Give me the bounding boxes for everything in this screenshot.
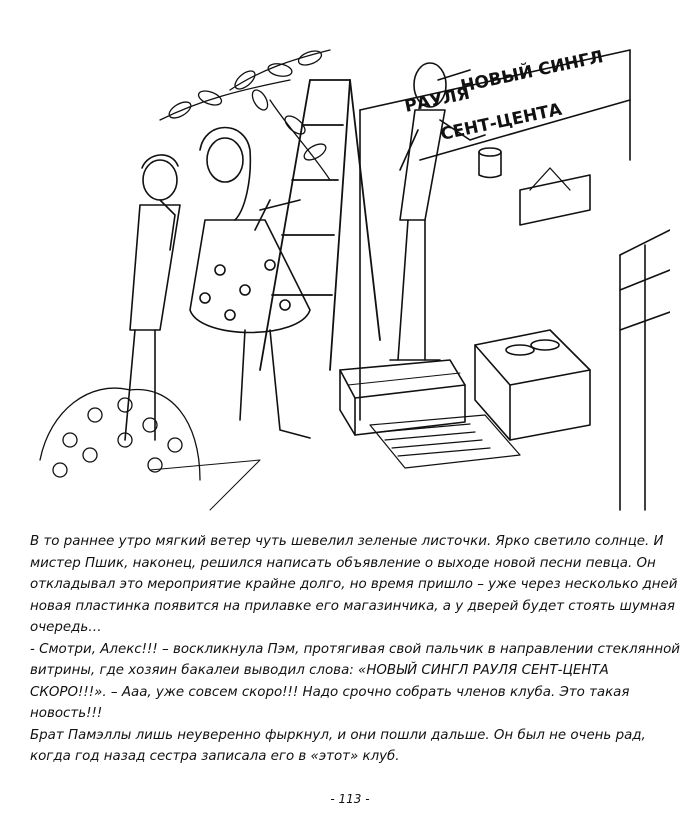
sign-line-2: РАУЛЯ [402, 83, 472, 117]
illustration [30, 40, 670, 520]
newspaper-icon [370, 415, 520, 468]
ladder-icon [260, 80, 380, 370]
children-figures [125, 128, 310, 441]
paragraph-2: - Смотри, Алекс!!! – воскликнула Пэм, протягивая свой пальчик в направлении стеклянной витрины, где хозяин бакалеи выводил слова: «НОВЫЙ СИНГЛ РАУЛЯ СЕНТ-ЦЕНТА СКОРО!!!». – Ааа, уже совсем скоро!!! Надо срочно собрать членов клуба. Это такая новость!!! [30, 641, 680, 721]
story-text [30, 531, 680, 768]
flower-bush-icon [40, 388, 260, 510]
page-number: - 113 - [330, 792, 370, 806]
paint-can-icon [479, 148, 501, 178]
sign-line-3: СЕНТ-ЦЕНТА [438, 99, 564, 145]
window-lettering [403, 45, 605, 145]
hanging-sign-icon [520, 168, 590, 225]
paragraph-1: В то раннее утро мягкий ветер чуть шевелил зеленые листочки. Ярко светило солнце. И мистер Пшик, наконец, решился написать объявление о выходе новой песни певца. Он откладывал это мероприятие крайне долго, но время пришло – уже через несколько дней новая пластинка появится на прилавке его магазинчика, а у дверей будет стоять шумная очередь… [30, 534, 678, 635]
sign-line-1: НОВЫЙ СИНГЛ [458, 47, 606, 97]
paragraph-3: Брат Памэллы лишь неуверенно фыркнул, и они пошли дальше. Он был не очень рад, когда год назад сестра записала его в «этот» клуб. [30, 727, 646, 764]
wooden-box-icon [340, 360, 465, 435]
